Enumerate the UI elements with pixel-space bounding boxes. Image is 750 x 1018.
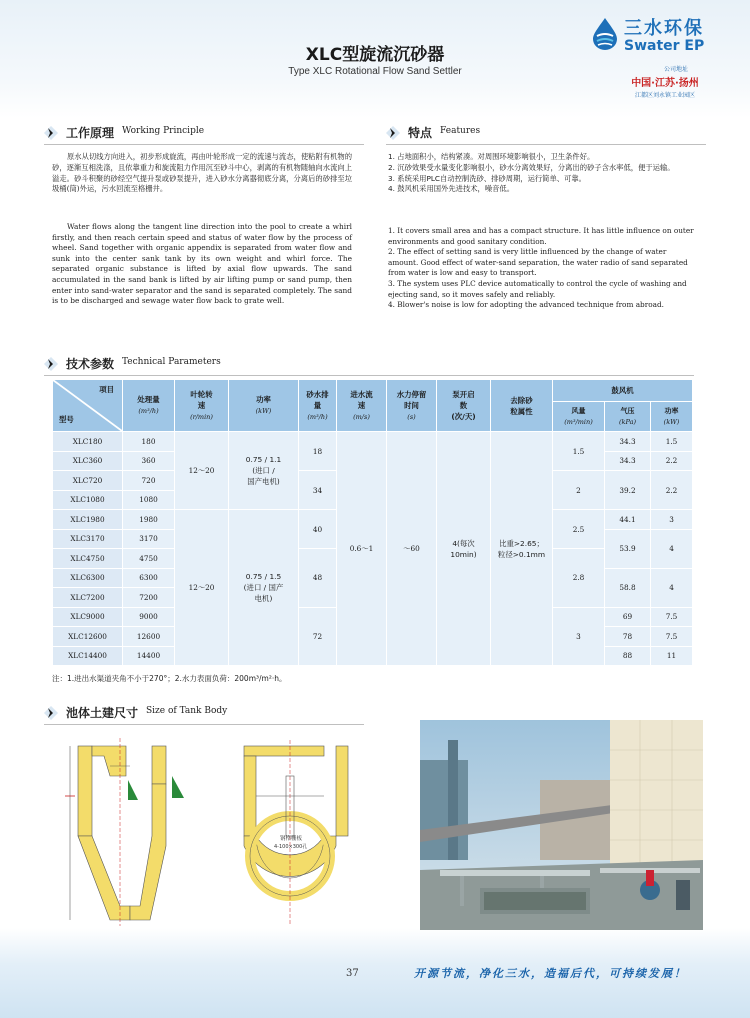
section-tank-size xyxy=(44,704,344,722)
page-number: 37 xyxy=(346,968,359,979)
header-item-model xyxy=(53,380,123,432)
address-main: 中国·江苏·扬州 xyxy=(631,78,699,89)
table-cell-model: XLC180 xyxy=(53,432,123,452)
table-cell-air-volume: 2 xyxy=(553,471,605,510)
table-cell-model: XLC9000 xyxy=(53,607,123,627)
table-cell-capacity: 6300 xyxy=(123,568,175,588)
header-pump-starts: 泵开启数 (次/天) xyxy=(437,380,491,432)
section-divider xyxy=(44,375,694,376)
section-title-cn: 工作原理 xyxy=(66,126,115,140)
left-tank-section xyxy=(65,738,184,926)
footer-slogan: 开源节流，净化三水，造福后代，可持续发展！ xyxy=(414,967,687,980)
table-cell-air-volume: 1.5 xyxy=(553,432,605,471)
header-capacity: 处理量 (m³/h) xyxy=(123,380,175,432)
table-cell-air-pressure: 69 xyxy=(605,607,651,627)
table-cell-blower-power: 1.5 xyxy=(651,432,693,452)
section-title-cn: 特点 xyxy=(408,126,433,140)
section-divider xyxy=(44,144,364,145)
table-cell-model: XLC720 xyxy=(53,471,123,491)
section-technical-parameters xyxy=(44,355,344,373)
right-tank-section xyxy=(244,740,348,926)
table-cell-blower-power: 2.2 xyxy=(651,471,693,510)
table-cell-air-volume: 2.8 xyxy=(553,549,605,608)
principle-text-en: Water flows along the tangent line direction into the pool to create a whirl firstly, and then reach certain speed and status of water flow by the process of wheel. Sand together with organic appendix is separated from water flow and sunk into the center sank tank by its own weight and whirl force. The separated organic substance is lifted by axial flow upwards. The sand accumulated in the sand bank is lifted by air lifting pump or sand pump, then enter into sand-water separator and the sand is separated completely. The sand is to be discharged and sewage water flow back to grate well. xyxy=(52,222,352,306)
header-blower: 鼓风机 xyxy=(553,380,693,402)
principle-text-cn: 原水从切线方向进入，初步形成旋流，再由叶轮形成一定的流速与流态，使粘附有机物的砂，逐渐互相洗涤，且依靠重力和旋流阻力作用沉至砂斗中心，剥离的有机物随轴向水流向上溢走。砂斗积聚的砂经空气提升泵或砂泵提升，进入砂水分离器彻底分离，分离后的砂排至垃圾桶(筒)外运，污水回流至格栅井。 xyxy=(52,152,352,194)
table-cell-capacity: 1080 xyxy=(123,490,175,510)
address-sub: 江都区刘永镇工业园区 xyxy=(634,92,695,99)
header-item: 项目 xyxy=(99,385,114,394)
header-impeller: 叶轮转速 (r/min) xyxy=(175,380,229,432)
water-drop-logo-icon xyxy=(590,16,620,50)
table-cell-air-pressure: 34.3 xyxy=(605,432,651,452)
features-list-en xyxy=(388,226,698,311)
header-power: 功率 (kW) xyxy=(229,380,299,432)
table-cell-air-volume: 3 xyxy=(553,607,605,666)
table-cell-blower-power: 4 xyxy=(651,568,693,607)
tank-cross-section-diagram xyxy=(60,736,380,936)
table-cell-blower-power: 7.5 xyxy=(651,607,693,627)
header-blower-power: 功率 (kW) xyxy=(651,402,693,432)
table-cell-capacity: 9000 xyxy=(123,607,175,627)
table-cell-blower-power: 7.5 xyxy=(651,627,693,647)
section-divider xyxy=(386,144,706,145)
features-list-cn xyxy=(388,152,698,195)
section-title-en: Working Principle xyxy=(122,126,205,136)
list-item: 3. 系统采用PLC自动控制洗砂、排砂周期，运行简单、可靠。 xyxy=(388,173,586,183)
list-item: 2. 沉砂效果受水量变化影响很小，砂水分离效果好，分离出的砂子含水率低，便于运输。 xyxy=(388,162,675,172)
header-inlet-velocity: 进水流速 (m/s) xyxy=(337,380,387,432)
section-title-cn: 技术参数 xyxy=(66,357,115,371)
table-cell-sand-discharge: 72 xyxy=(299,607,337,666)
diagram-label-holes: 4-100×300孔 xyxy=(274,844,308,850)
table-cell-model: XLC3170 xyxy=(53,529,123,549)
table-cell-sand-discharge: 34 xyxy=(299,471,337,510)
list-item: 1. 占地面积小，结构紧凑。对周围环境影响很小，卫生条件好。 xyxy=(388,152,595,161)
list-item: 4. 鼓风机采用国外先进技术，噪音低。 xyxy=(388,184,515,194)
table-cell-model: XLC1980 xyxy=(53,510,123,530)
table-cell-model: XLC360 xyxy=(53,451,123,471)
table-cell-model: XLC14400 xyxy=(53,646,123,666)
list-item: 3. The system uses PLC device automatically to control the cycle of washing and ejecting sand, so it moves safely and reliably. xyxy=(388,278,687,299)
table-cell-model: XLC4750 xyxy=(53,549,123,569)
table-cell-power: 0.75 / 1.1 (进口 / 国产电机) xyxy=(229,432,299,510)
table-cell-pump-starts: 4(每次10min) xyxy=(437,432,491,666)
table-cell-air-pressure: 53.9 xyxy=(605,529,651,568)
table-cell-sand-discharge: 40 xyxy=(299,510,337,549)
table-cell-air-pressure: 78 xyxy=(605,627,651,647)
list-item: 2. The effect of setting sand is very little influenced by the change of water amount. Good effect of water-sand separation, the water radio of sand separated from water is low and easy to transport. xyxy=(388,247,688,278)
table-cell-capacity: 3170 xyxy=(123,529,175,549)
list-item: 4. Blower's noise is low for adopting the advanced technique from abroad. xyxy=(388,300,664,310)
table-cell-capacity: 720 xyxy=(123,471,175,491)
section-working-principle xyxy=(44,124,344,142)
table-cell-air-pressure: 44.1 xyxy=(605,510,651,530)
table-cell-capacity: 14400 xyxy=(123,646,175,666)
table-cell-air-pressure: 39.2 xyxy=(605,471,651,510)
installation-photo xyxy=(420,720,703,930)
table-cell-capacity: 7200 xyxy=(123,588,175,608)
diamond-bullet-icon xyxy=(386,126,400,140)
table-cell-model: XLC1080 xyxy=(53,490,123,510)
table-cell-sand-discharge: 18 xyxy=(299,432,337,471)
table-cell-capacity: 12600 xyxy=(123,627,175,647)
diamond-bullet-icon xyxy=(44,126,58,140)
table-cell-inlet-velocity: 0.6～1 xyxy=(337,432,387,666)
table-cell-air-pressure: 88 xyxy=(605,646,651,666)
address-label: 公司地址 xyxy=(663,66,688,73)
table-cell-retention: ～60 xyxy=(387,432,437,666)
table-cell-air-pressure: 58.8 xyxy=(605,568,651,607)
table-cell-capacity: 180 xyxy=(123,432,175,452)
table-cell-removal: 比重>2.65；粒径>0.1mm xyxy=(491,432,553,666)
header-model: 型号 xyxy=(59,415,74,424)
table-cell-blower-power: 2.2 xyxy=(651,451,693,471)
table-cell-model: XLC6300 xyxy=(53,568,123,588)
company-logo xyxy=(590,12,740,102)
header-sand-discharge: 砂水排量 (m³/h) xyxy=(299,380,337,432)
section-divider xyxy=(44,724,364,725)
table-cell-air-volume: 2.5 xyxy=(553,510,605,549)
list-item: 1. It covers small area and has a compact structure. It has little influence on outer environments and good sanitary condition. xyxy=(388,226,694,246)
section-title-cn: 池体土建尺寸 xyxy=(66,706,139,720)
page-title: XLC型旋流沉砂器 xyxy=(305,45,445,65)
table-cell-model: XLC12600 xyxy=(53,627,123,647)
header-air-pressure: 气压 (kPa) xyxy=(605,402,651,432)
header-air-volume: 风量 (m³/min) xyxy=(553,402,605,432)
section-features xyxy=(386,124,686,142)
table-note: 注：1.进出水渠道夹角不小于270°；2.水力表面负荷：200m³/m²·h。 xyxy=(52,674,287,683)
table-cell-capacity: 360 xyxy=(123,451,175,471)
table-cell-impeller: 12～20 xyxy=(175,510,229,666)
table-cell-sand-discharge: 48 xyxy=(299,549,337,608)
logo-name-en: Swater EP xyxy=(624,38,705,54)
table-cell-capacity: 4750 xyxy=(123,549,175,569)
section-title-en: Size of Tank Body xyxy=(146,706,228,716)
table-cell-power: 0.75 / 1.5 (进口 / 国产 电机) xyxy=(229,510,299,666)
table-cell-air-pressure: 34.3 xyxy=(605,451,651,471)
table-cell-blower-power: 3 xyxy=(651,510,693,530)
page-subtitle: Type XLC Rotational Flow Sand Settler xyxy=(288,66,462,77)
section-title-en: Technical Parameters xyxy=(122,357,221,367)
table-cell-capacity: 1980 xyxy=(123,510,175,530)
header-retention: 水力停留时间 (s) xyxy=(387,380,437,432)
technical-parameters-table xyxy=(52,379,693,666)
logo-name-cn: 三水环保 xyxy=(624,18,704,39)
table-cell-model: XLC7200 xyxy=(53,588,123,608)
diagram-label-grating: 钢格栅板 xyxy=(280,836,303,842)
header-removal: 去除砂粒属性 xyxy=(491,380,553,432)
table-cell-blower-power: 4 xyxy=(651,529,693,568)
diamond-bullet-icon xyxy=(44,357,58,371)
table-cell-blower-power: 11 xyxy=(651,646,693,666)
diamond-bullet-icon xyxy=(44,706,58,720)
table-cell-impeller: 12～20 xyxy=(175,432,229,510)
section-title-en: Features xyxy=(440,126,481,136)
